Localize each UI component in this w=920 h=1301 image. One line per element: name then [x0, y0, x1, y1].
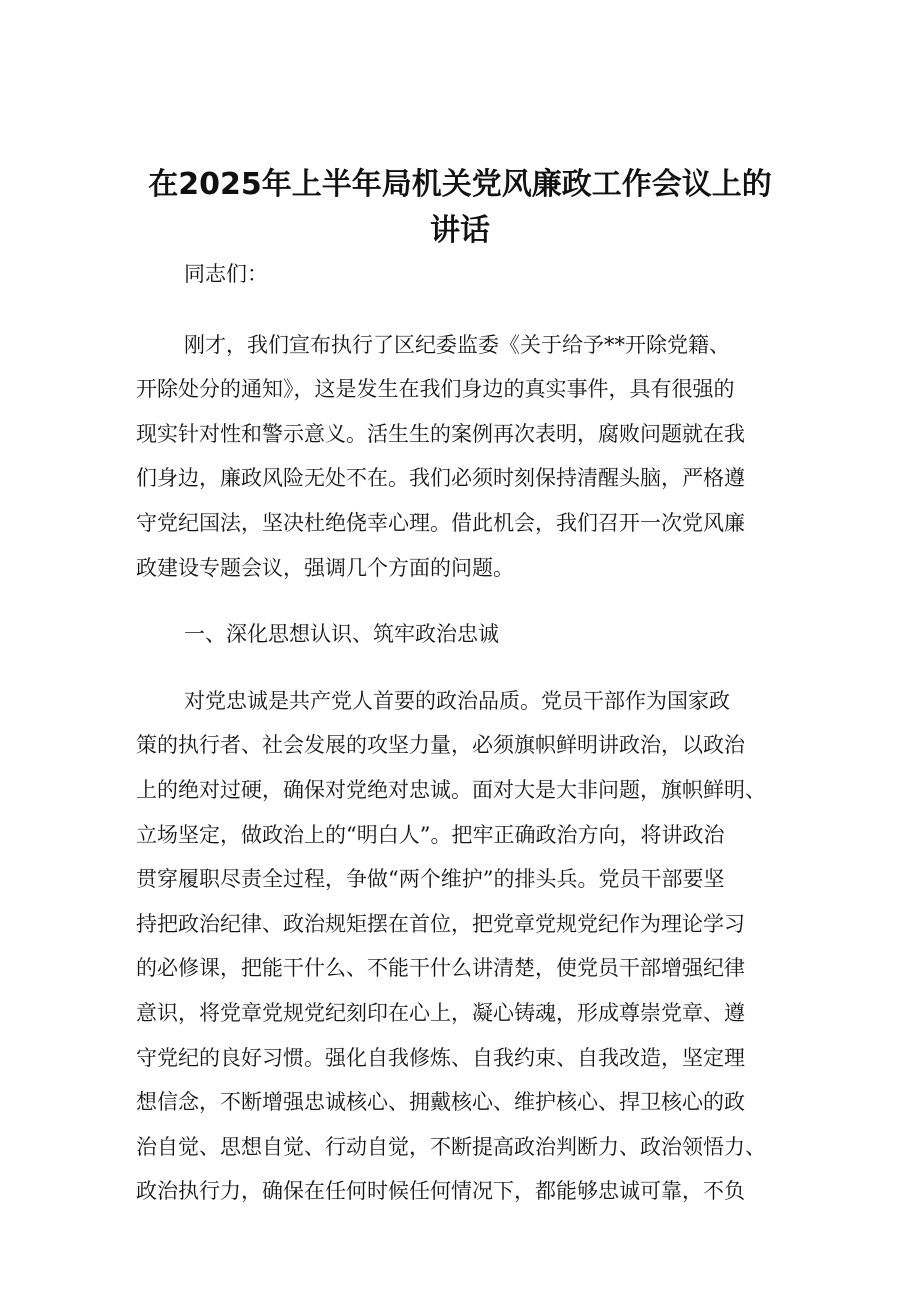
paragraph-line: 贯穿履职尽责全过程，争做“两个维护”的排头兵。党员干部要坚 [136, 867, 725, 892]
paragraph-line: 策的执行者、社会发展的攻坚力量，必须旗帜鲜明讲政治，以政治 [136, 733, 745, 758]
paragraph-line: 守党纪国法，坚决杜绝侥幸心理。借此机会，我们召开一次党风廉 [136, 510, 745, 535]
document-body [136, 252, 796, 1214]
paragraph-line: 立场坚定，做政治上的“明白人”。把牢正确政治方向，将讲政治 [136, 822, 725, 847]
title-line-1: 在2025年上半年局机关党风廉政工作会议上的 [148, 167, 772, 202]
title-line-2: 讲话 [430, 213, 490, 248]
paragraph-line: 上的绝对过硬，确保对党绝对忠诚。面对大是大非问题，旗帜鲜明、 [136, 777, 766, 802]
paragraph-line: 刚才，我们宣布执行了区纪委监委《关于给予**开除党籍、 [184, 332, 730, 357]
paragraph-loyalty [136, 679, 796, 1214]
paragraph-line: 现实针对性和警示意义。活生生的案例再次表明，腐败问题就在我 [136, 421, 745, 446]
paragraph-line: 开除处分的通知》，这是发生在我们身边的真实事件，具有很强的 [136, 377, 735, 402]
paragraph-line: 持把政治纪律、政治规矩摆在首位，把党章党规党纪作为理论学习 [136, 911, 745, 936]
paragraph-spacer [136, 657, 796, 679]
paragraph-intro [136, 323, 796, 591]
paragraph-line: 想信念，不断增强忠诚核心、拥戴核心、维护核心、捍卫核心的政 [136, 1090, 745, 1115]
salutation: 同志们： [184, 262, 268, 286]
paragraph-line: 政治执行力，确保在任何时候任何情况下，都能够忠诚可靠，不负 [136, 1179, 745, 1204]
section-heading-1: 一、深化思想认识、筑牢政治忠诚 [184, 622, 499, 647]
paragraph-line: 政建设专题会议，强调几个方面的问题。 [136, 555, 514, 580]
document-title [110, 162, 810, 254]
paragraph-line: 对党忠诚是共产党人首要的政治品质。党员干部作为国家政 [184, 688, 730, 713]
paragraph-line: 治自觉、思想自觉、行动自觉，不断提高政治判断力、政治领悟力、 [136, 1134, 766, 1159]
paragraph-line: 的必修课，把能干什么、不能干什么讲清楚，使党员干部增强纪律 [136, 956, 745, 981]
paragraph-line: 意识，将党章党规党纪刻印在心上，凝心铸魂，形成尊崇党章、遵 [136, 1000, 745, 1025]
paragraph-line: 守党纪的良好习惯。强化自我修炼、自我约束、自我改造，坚定理 [136, 1045, 745, 1070]
paragraph-spacer [136, 590, 796, 612]
paragraph-spacer [136, 297, 796, 323]
paragraph-line: 们身边，廉政风险无处不在。我们必须时刻保持清醒头脑，严格遵 [136, 466, 745, 491]
